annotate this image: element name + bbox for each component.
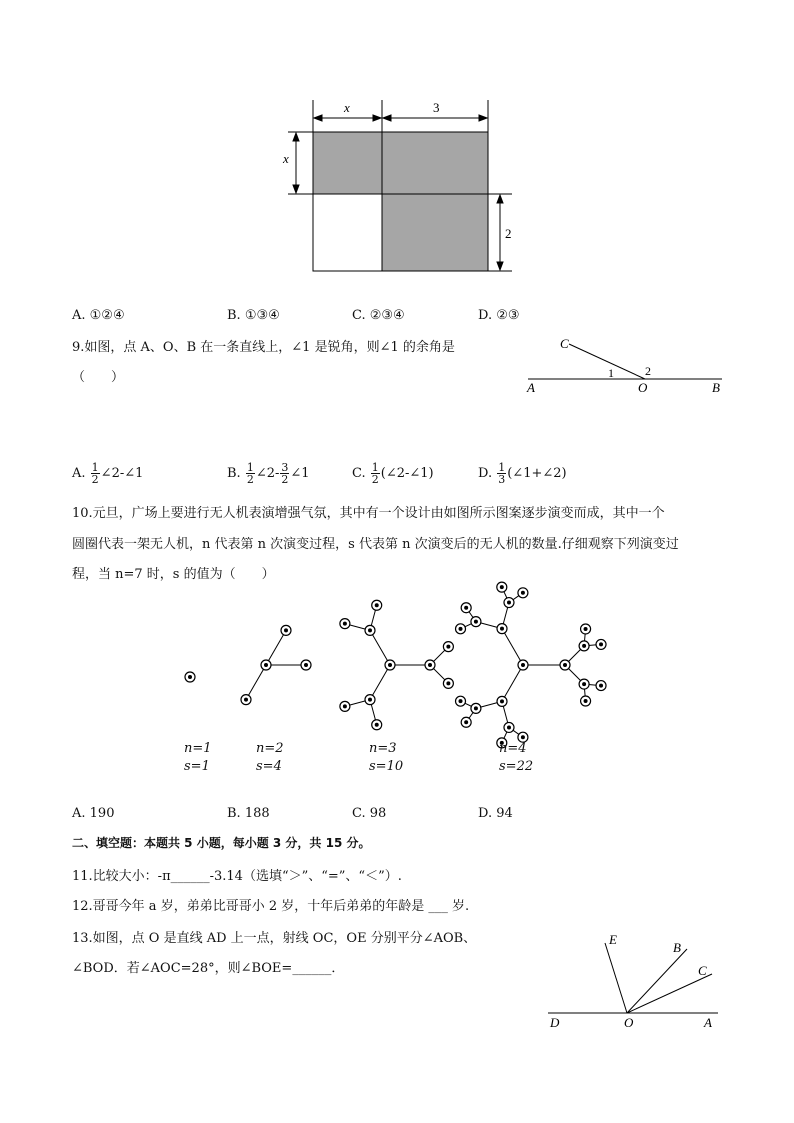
drone-node-dot [584,627,588,631]
svg-text:B: B [673,940,681,955]
svg-text:A: A [527,380,535,395]
drone-node-dot [507,725,511,729]
shaded-cell-top-left [313,132,382,194]
drone-node-dot [188,675,192,679]
q11-text: 11.比较大小：-π______-3.14（选填“＞”、“=”、“＜”）. [72,869,402,884]
drone-node-dot [446,645,450,649]
q9-figure [0,335,794,395]
q8-option-c[interactable]: C. ②③④ [352,308,405,323]
svg-text:O: O [638,380,648,395]
shaded-cell-top-right [382,132,488,194]
q10-caption-s4: s=22 [499,759,534,774]
q10-option-c[interactable]: C. 98 [352,806,387,821]
svg-text:C: C [698,963,707,978]
dim-3: 3 [433,100,440,115]
svg-text:E: E [609,932,617,947]
q10-stem-line2: 圆圈代表一架无人机，n 代表第 n 次演变过程，s 代表第 n 次演变后的无人机的数量.仔细观察下列演变过 [72,537,679,552]
drone-node-dot [464,720,468,724]
svg-text:A: A [704,1015,712,1030]
drone-node-dot [464,606,468,610]
white-cell-bottom-left [313,194,382,271]
drone-node-dot [500,627,504,631]
q9-stem-line2: （ ） [72,370,125,385]
q10-option-d[interactable]: D. 94 [478,806,513,821]
q10-caption-n3: n=3 [369,741,397,756]
drone-link [370,665,390,700]
q10-option-b[interactable]: B. 188 [227,806,270,821]
drone-node-dot [599,642,603,646]
q13-stem-line1: 13.如图，点 O 是直线 AD 上一点，射线 OC，OE 分别平分∠AOB、 [72,931,477,946]
q8-option-d[interactable]: D. ②③ [478,308,520,323]
drone-node-dot [284,628,288,632]
drone-link [246,665,266,700]
drone-node-dot [244,698,248,702]
drone-node-dot [459,627,463,631]
q12-text: 12.哥哥今年 a 岁，弟弟比哥哥小 2 岁，十年后弟弟的年龄是 ___ 岁. [72,899,470,914]
q9-option-d[interactable]: D. $\frac{1}{3}$ (∠1+∠2) [478,461,567,486]
q10-drone-figure [0,590,794,740]
q13-figure [0,928,794,1028]
drone-node-dot [500,699,504,703]
q10-stem-line3: 程，当 n=7 时，s 的值为（ ） [72,567,275,582]
q8-figure [0,0,794,300]
drone-node-dot [375,723,379,727]
drone-node-dot [521,735,525,739]
q8-option-b[interactable]: B. ①③④ [227,308,280,323]
q9-stem-line1: 9.如图，点 A、O、B 在一条直线上，∠1 是锐角，则∠1 的余角是 [72,340,455,355]
drone-link [266,630,286,665]
dim-x-top: x [344,100,350,115]
drone-node-dot [474,706,478,710]
svg-text:D: D [550,1015,560,1030]
q13-stem-line2: ∠BOD．若∠AOC=28°，则∠BOE=______． [72,961,345,976]
drone-node-dot [446,681,450,685]
q10-option-a[interactable]: A. 190 [72,806,115,821]
drone-link [502,629,523,665]
q10-caption-s3: s=10 [369,759,404,774]
drone-node-dot [304,663,308,667]
q9-option-b[interactable]: B. $\frac{1}{2}$ ∠2- $\frac{3}{2}$ ∠1 [227,461,310,486]
shaded-cell-bottom-right [382,194,488,271]
dim-x-left: x [283,151,289,166]
drone-node-dot [343,704,347,708]
drone-link [370,630,390,665]
drone-node-dot [500,585,504,589]
drone-node-dot [507,601,511,605]
drone-node-dot [599,684,603,688]
drone-node-dot [474,620,478,624]
drone-node-dot [563,663,567,667]
drone-node-dot [264,663,268,667]
section2-title: 二、填空题：本题共 5 小题，每小题 3 分，共 15 分。 [72,836,371,850]
drone-node-dot [368,628,372,632]
svg-text:C: C [560,336,569,351]
drone-node-dot [343,622,347,626]
svg-text:1: 1 [608,366,614,380]
q10-stem-line1: 10.元旦，广场上要进行无人机表演增强气氛，其中有一个设计由如图所示图案逐步演变而成，其中一个 [72,506,665,521]
q9-option-a[interactable]: A. $\frac{1}{2}$ ∠2-∠1 [72,461,144,486]
q10-caption-n1: n=1 [184,741,212,756]
q10-caption-s1: s=1 [184,759,210,774]
drone-link [502,665,523,701]
svg-text:O: O [624,1015,634,1030]
svg-text:2: 2 [645,364,651,378]
drone-node-dot [375,603,379,607]
drone-node-dot [582,682,586,686]
q10-caption-s2: s=4 [256,759,282,774]
drone-node-dot [584,699,588,703]
q10-caption-n4: n=4 [499,741,527,756]
svg-text:B: B [712,380,720,395]
drone-node-dot [428,663,432,667]
q8-option-a[interactable]: A. ①②④ [72,308,125,323]
drone-node-dot [521,663,525,667]
drone-node-dot [521,591,525,595]
drone-node-dot [582,644,586,648]
drone-node-dot [388,663,392,667]
q10-caption-n2: n=2 [256,741,284,756]
dim-2: 2 [505,226,512,241]
drone-node-dot [459,699,463,703]
drone-node-dot [368,698,372,702]
q9-option-c[interactable]: C. $\frac{1}{2}$ (∠2-∠1) [352,461,434,486]
